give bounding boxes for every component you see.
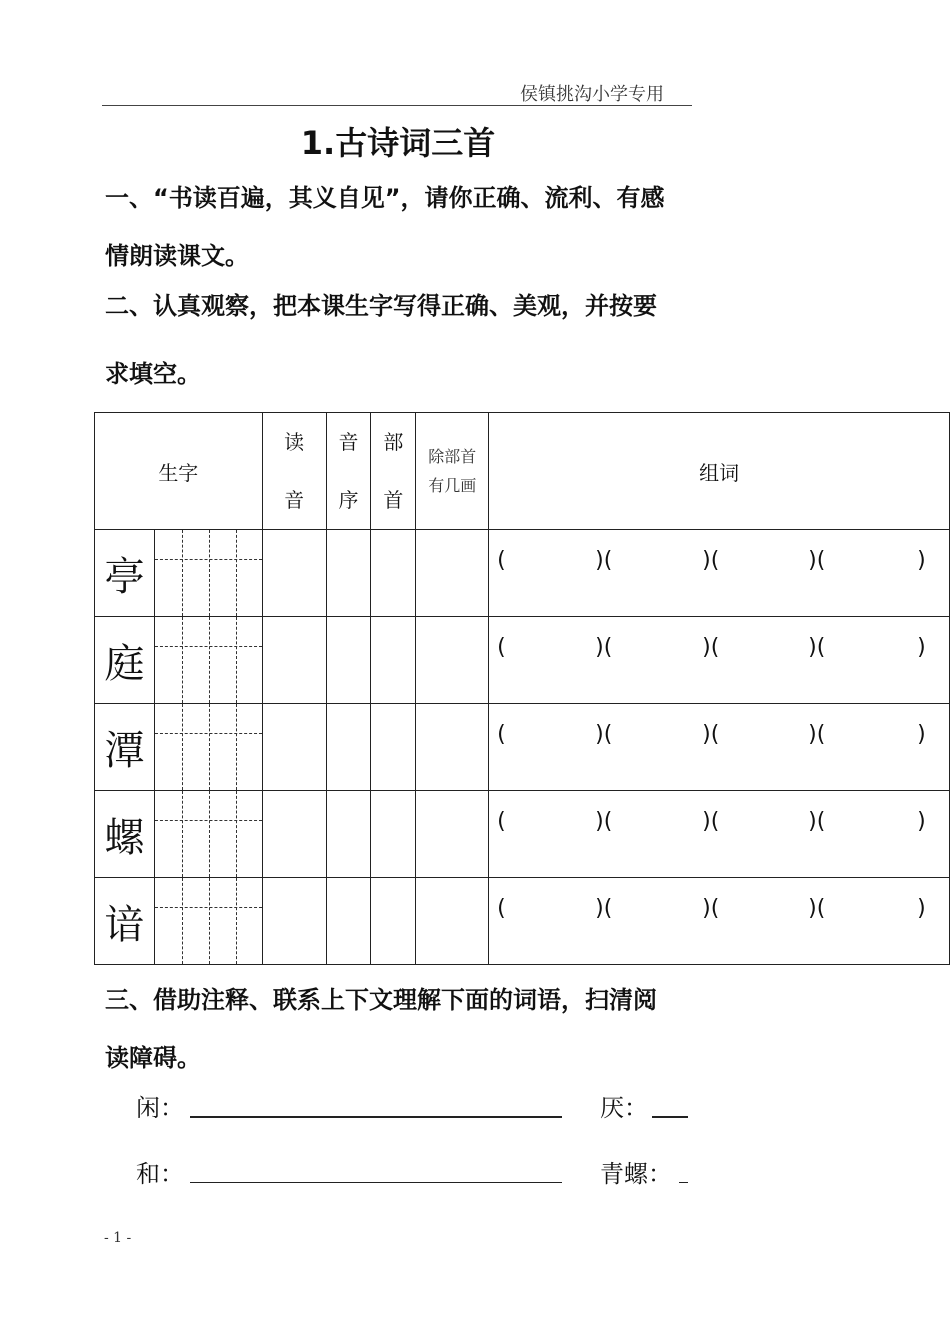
table-row — [95, 878, 950, 965]
table-row — [95, 617, 950, 704]
tracing-box[interactable] — [154, 878, 262, 965]
char-cell: 螺 — [95, 791, 155, 878]
table-row — [95, 704, 950, 791]
definition-answer-line[interactable] — [652, 1116, 688, 1118]
words-cell[interactable]: ( )( )( )( ) — [489, 617, 950, 704]
words-cell[interactable]: ( )( )( )( ) — [489, 704, 950, 791]
radical-cell[interactable] — [371, 704, 416, 791]
order-cell[interactable] — [326, 704, 371, 791]
definition-label: 闲： — [136, 1094, 184, 1122]
header-char: 生字 — [95, 413, 263, 530]
header-words: 组词 — [489, 413, 950, 530]
header-strokes-top: 除部首 — [428, 447, 477, 466]
section2-line1: 二、认真观察，把本课生字写得正确、美观，并按要 — [105, 292, 657, 320]
header-reading-bottom: 音 — [284, 488, 305, 512]
order-cell[interactable] — [326, 878, 371, 965]
header-rule — [102, 105, 692, 106]
char-cell: 亭 — [95, 530, 155, 617]
header-strokes — [416, 413, 489, 530]
reading-cell[interactable] — [262, 704, 326, 791]
reading-cell[interactable] — [262, 791, 326, 878]
section2-line2: 求填空。 — [105, 360, 201, 388]
table-row — [95, 791, 950, 878]
char-cell: 谙 — [95, 878, 155, 965]
header-order-bottom: 序 — [338, 488, 359, 512]
section1-line2: 情朗读课文。 — [105, 242, 249, 270]
radical-cell[interactable] — [371, 617, 416, 704]
order-cell[interactable] — [326, 530, 371, 617]
header-reading — [262, 413, 326, 530]
header-strokes-bottom: 有几画 — [428, 476, 477, 495]
page-number: - 1 - — [104, 1230, 132, 1246]
tracing-box[interactable] — [154, 704, 262, 791]
definition-answer-line[interactable] — [679, 1182, 688, 1183]
tracing-box[interactable] — [154, 617, 262, 704]
radical-cell[interactable] — [371, 878, 416, 965]
order-cell[interactable] — [326, 617, 371, 704]
definition-answer-line[interactable] — [190, 1182, 562, 1183]
header-radical-top: 部 — [383, 430, 404, 454]
words-cell[interactable]: ( )( )( )( ) — [489, 878, 950, 965]
reading-cell[interactable] — [262, 878, 326, 965]
tracing-box[interactable] — [154, 530, 262, 617]
section3-line2: 读障碍。 — [105, 1044, 201, 1072]
strokes-cell[interactable] — [416, 791, 489, 878]
header-radical — [371, 413, 416, 530]
header-radical-bottom: 首 — [383, 488, 404, 512]
definition-answer-line[interactable] — [190, 1116, 562, 1118]
section1-line1: 一、“书读百遍，其义自见”，请你正确、流利、有感 — [105, 184, 665, 212]
table-header-row — [95, 413, 950, 530]
char-cell: 潭 — [95, 704, 155, 791]
page-title: 1.古诗词三首 — [300, 124, 496, 162]
radical-cell[interactable] — [371, 530, 416, 617]
header-order-top: 音 — [338, 430, 359, 454]
char-cell: 庭 — [95, 617, 155, 704]
tracing-box[interactable] — [154, 791, 262, 878]
radical-cell[interactable] — [371, 791, 416, 878]
table-row — [95, 530, 950, 617]
definition-label: 和： — [136, 1160, 184, 1188]
words-cell[interactable]: ( )( )( )( ) — [489, 791, 950, 878]
order-cell[interactable] — [326, 791, 371, 878]
definition-label: 青螺： — [600, 1160, 672, 1188]
words-cell[interactable]: ( )( )( )( ) — [489, 530, 950, 617]
section3-line1: 三、借助注释、联系上下文理解下面的词语，扫清阅 — [105, 986, 657, 1014]
school-header: 侯镇挑沟小学专用 — [520, 84, 664, 105]
strokes-cell[interactable] — [416, 617, 489, 704]
character-table — [94, 412, 950, 965]
strokes-cell[interactable] — [416, 704, 489, 791]
header-reading-top: 读 — [284, 430, 305, 454]
strokes-cell[interactable] — [416, 878, 489, 965]
header-order — [326, 413, 371, 530]
reading-cell[interactable] — [262, 530, 326, 617]
strokes-cell[interactable] — [416, 530, 489, 617]
definition-label: 厌： — [600, 1094, 648, 1122]
reading-cell[interactable] — [262, 617, 326, 704]
